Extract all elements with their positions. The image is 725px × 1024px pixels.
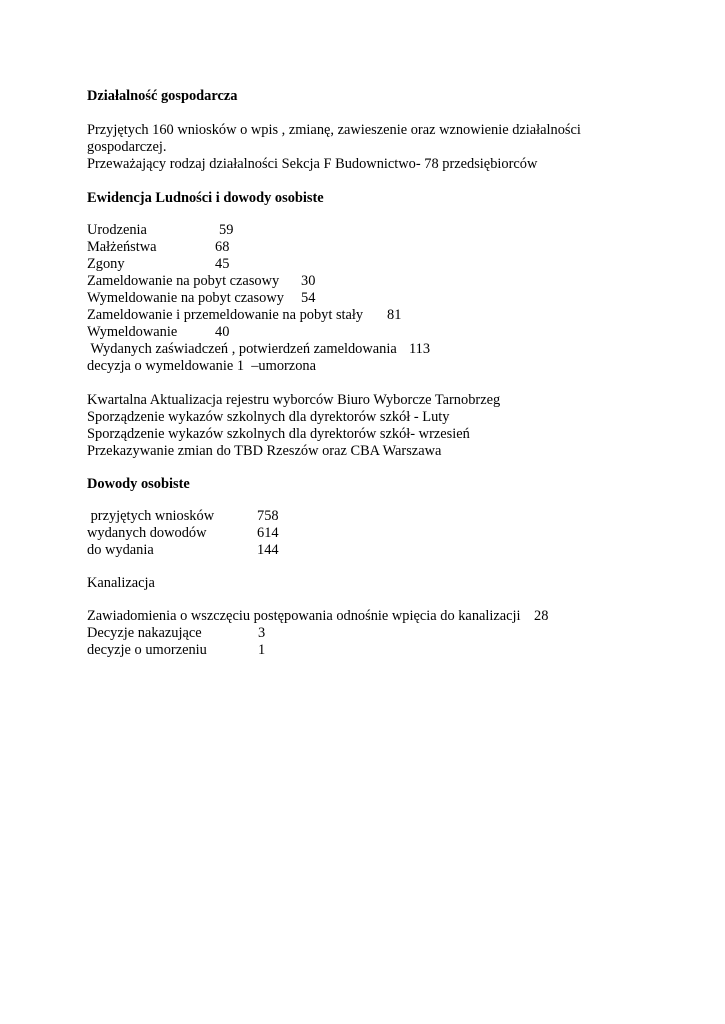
note-line: Sporządzenie wykazów szkolnych dla dyrektorów szkół- wrzesień <box>87 426 470 442</box>
row-value: 614 <box>257 525 279 541</box>
row-label: przyjętych wniosków <box>87 508 215 524</box>
heading-kanalizacja: Kanalizacja <box>87 575 155 591</box>
row-value: 30 <box>301 273 316 289</box>
row-label: Małżeństwa <box>87 239 157 255</box>
heading-dzialalnosc: Działalność gospodarcza <box>87 88 238 104</box>
row-label: Urodzenia <box>87 222 147 238</box>
row-label: decyzja o wymeldowanie 1 –umorzona <box>87 358 316 374</box>
row-value: 81 <box>387 307 402 323</box>
row-label: Zawiadomienia o wszczęciu postępowania odnośnie wpięcia do kanalizacji <box>87 608 521 624</box>
paragraph-line: Przeważający rodzaj działalności Sekcja F Budownictwo- 78 przedsiębiorców <box>87 156 538 172</box>
row-label: Decyzje nakazujące <box>87 625 202 641</box>
row-value: 40 <box>215 324 230 340</box>
row-value: 113 <box>409 341 431 357</box>
heading-ewidencja: Ewidencja Ludności i dowody osobiste <box>87 190 324 206</box>
row-value: 1 <box>258 642 266 658</box>
row-label: Wymeldowanie na pobyt czasowy <box>87 290 284 306</box>
note-line: Przekazywanie zmian do TBD Rzeszów oraz CBA Warszawa <box>87 443 442 459</box>
row-label: Wymeldowanie <box>87 324 178 340</box>
note-line: Kwartalna Aktualizacja rejestru wyborców Biuro Wyborcze Tarnobrzeg <box>87 392 501 408</box>
row-value: 59 <box>219 222 234 238</box>
row-label: Zgony <box>87 256 125 272</box>
row-label: decyzje o umorzeniu <box>87 642 207 658</box>
row-value: 28 <box>534 608 549 624</box>
row-value: 68 <box>215 239 230 255</box>
row-value: 758 <box>257 508 279 524</box>
row-label: Wydanych zaświadczeń , potwierdzeń zameldowania <box>87 341 397 357</box>
row-label: Zameldowanie na pobyt czasowy <box>87 273 280 289</box>
note-line: Sporządzenie wykazów szkolnych dla dyrektorów szkół - Luty <box>87 409 450 425</box>
row-label: wydanych dowodów <box>87 525 207 541</box>
paragraph-line: Przyjętych 160 wniosków o wpis , zmianę, zawieszenie oraz wznowienie działalności <box>87 122 581 138</box>
row-value: 54 <box>301 290 316 306</box>
row-value: 45 <box>215 256 230 272</box>
row-label: do wydania <box>87 542 154 558</box>
paragraph-line: gospodarczej. <box>87 139 167 155</box>
row-value: 3 <box>258 625 266 641</box>
row-label: Zameldowanie i przemeldowanie na pobyt stały <box>87 307 364 323</box>
row-value: 144 <box>257 542 279 558</box>
heading-dowody: Dowody osobiste <box>87 476 190 492</box>
